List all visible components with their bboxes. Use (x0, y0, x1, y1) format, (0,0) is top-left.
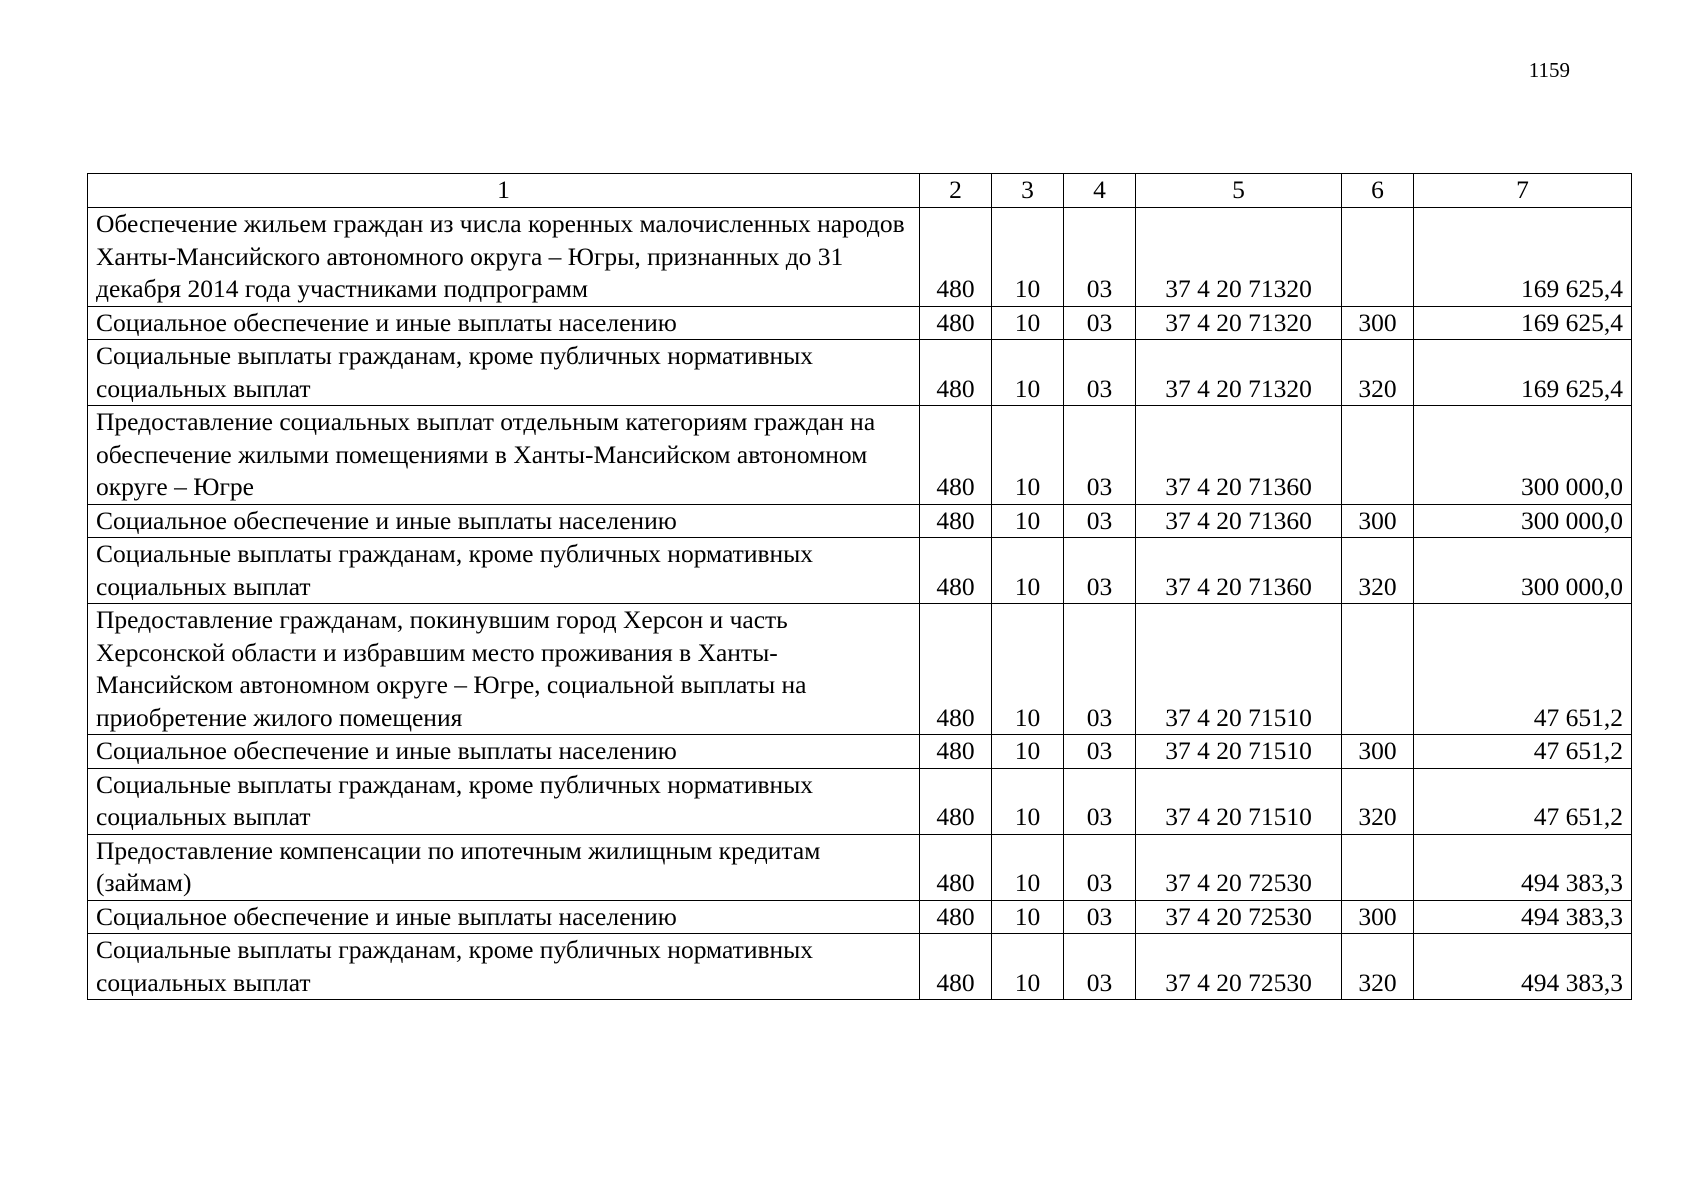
amount: 47 651,2 (1414, 735, 1632, 769)
expense-type-code (1342, 406, 1414, 505)
expense-type-code: 300 (1342, 900, 1414, 934)
admin-code: 480 (920, 504, 992, 538)
column-header-2: 2 (920, 174, 992, 208)
target-article-code: 37 4 20 72530 (1136, 900, 1342, 934)
table-row (88, 306, 1632, 340)
table-row (88, 834, 1632, 900)
section-code: 10 (992, 900, 1064, 934)
admin-code: 480 (920, 406, 992, 505)
subsection-code: 03 (1064, 735, 1136, 769)
page-number: 1159 (1528, 58, 1570, 82)
row-name: Социальные выплаты гражданам, кроме публичных нормативных социальных выплат (88, 934, 920, 1000)
target-article-code: 37 4 20 71320 (1136, 306, 1342, 340)
table-header-row (88, 174, 1632, 208)
row-name: Социальное обеспечение и иные выплаты населению (88, 306, 920, 340)
subsection-code: 03 (1064, 934, 1136, 1000)
amount: 494 383,3 (1414, 900, 1632, 934)
row-name: Социальное обеспечение и иные выплаты населению (88, 504, 920, 538)
expense-type-code: 300 (1342, 306, 1414, 340)
target-article-code: 37 4 20 71510 (1136, 735, 1342, 769)
subsection-code: 03 (1064, 208, 1136, 307)
row-name: Социальные выплаты гражданам, кроме публичных нормативных социальных выплат (88, 340, 920, 406)
table-row (88, 768, 1632, 834)
amount: 494 383,3 (1414, 834, 1632, 900)
expense-type-code (1342, 208, 1414, 307)
column-header-7: 7 (1414, 174, 1632, 208)
section-code: 10 (992, 768, 1064, 834)
admin-code: 480 (920, 306, 992, 340)
section-code: 10 (992, 406, 1064, 505)
expense-type-code: 320 (1342, 768, 1414, 834)
section-code: 10 (992, 934, 1064, 1000)
amount: 47 651,2 (1414, 604, 1632, 735)
expense-type-code: 320 (1342, 934, 1414, 1000)
column-header-4: 4 (1064, 174, 1136, 208)
row-name: Предоставление гражданам, покинувшим город Херсон и часть Херсонской области и избравшим место проживания в Ханты-Мансийском автономном округе – Югре, социальной выплаты на приобретение жилого помещения (88, 604, 920, 735)
target-article-code: 37 4 20 72530 (1136, 834, 1342, 900)
subsection-code: 03 (1064, 406, 1136, 505)
target-article-code: 37 4 20 71360 (1136, 538, 1342, 604)
amount: 300 000,0 (1414, 504, 1632, 538)
admin-code: 480 (920, 340, 992, 406)
expense-type-code (1342, 604, 1414, 735)
expense-type-code: 300 (1342, 504, 1414, 538)
column-header-6: 6 (1342, 174, 1414, 208)
table-row (88, 934, 1632, 1000)
target-article-code: 37 4 20 71320 (1136, 340, 1342, 406)
table-row (88, 900, 1632, 934)
amount: 494 383,3 (1414, 934, 1632, 1000)
admin-code: 480 (920, 604, 992, 735)
table-row (88, 340, 1632, 406)
admin-code: 480 (920, 900, 992, 934)
admin-code: 480 (920, 768, 992, 834)
subsection-code: 03 (1064, 768, 1136, 834)
subsection-code: 03 (1064, 504, 1136, 538)
row-name: Обеспечение жильем граждан из числа коренных малочисленных народов Ханты-Мансийского автономного округа – Югры, признанных до 31 декабря 2014 года участниками подпрограмм (88, 208, 920, 307)
section-code: 10 (992, 735, 1064, 769)
expense-type-code: 300 (1342, 735, 1414, 769)
table-row (88, 538, 1632, 604)
expense-type-code: 320 (1342, 538, 1414, 604)
table-row (88, 208, 1632, 307)
subsection-code: 03 (1064, 900, 1136, 934)
table-row (88, 504, 1632, 538)
section-code: 10 (992, 504, 1064, 538)
target-article-code: 37 4 20 71360 (1136, 504, 1342, 538)
row-name: Социальное обеспечение и иные выплаты населению (88, 900, 920, 934)
amount: 169 625,4 (1414, 306, 1632, 340)
admin-code: 480 (920, 834, 992, 900)
admin-code: 480 (920, 208, 992, 307)
subsection-code: 03 (1064, 604, 1136, 735)
admin-code: 480 (920, 735, 992, 769)
column-header-5: 5 (1136, 174, 1342, 208)
amount: 169 625,4 (1414, 340, 1632, 406)
subsection-code: 03 (1064, 306, 1136, 340)
admin-code: 480 (920, 934, 992, 1000)
target-article-code: 37 4 20 71510 (1136, 604, 1342, 735)
table-row (88, 604, 1632, 735)
section-code: 10 (992, 306, 1064, 340)
table-row (88, 735, 1632, 769)
amount: 300 000,0 (1414, 406, 1632, 505)
subsection-code: 03 (1064, 340, 1136, 406)
section-code: 10 (992, 208, 1064, 307)
table-row (88, 406, 1632, 505)
column-header-1: 1 (88, 174, 920, 208)
amount: 169 625,4 (1414, 208, 1632, 307)
expense-type-code: 320 (1342, 340, 1414, 406)
expense-type-code (1342, 834, 1414, 900)
subsection-code: 03 (1064, 538, 1136, 604)
section-code: 10 (992, 604, 1064, 735)
target-article-code: 37 4 20 71320 (1136, 208, 1342, 307)
amount: 300 000,0 (1414, 538, 1632, 604)
row-name: Социальные выплаты гражданам, кроме публичных нормативных социальных выплат (88, 538, 920, 604)
row-name: Предоставление компенсации по ипотечным жилищным кредитам (займам) (88, 834, 920, 900)
subsection-code: 03 (1064, 834, 1136, 900)
admin-code: 480 (920, 538, 992, 604)
row-name: Предоставление социальных выплат отдельным категориям граждан на обеспечение жилыми помещениями в Ханты-Мансийском автономном округе – Югре (88, 406, 920, 505)
amount: 47 651,2 (1414, 768, 1632, 834)
column-header-3: 3 (992, 174, 1064, 208)
row-name: Социальные выплаты гражданам, кроме публичных нормативных социальных выплат (88, 768, 920, 834)
target-article-code: 37 4 20 72530 (1136, 934, 1342, 1000)
section-code: 10 (992, 340, 1064, 406)
section-code: 10 (992, 834, 1064, 900)
target-article-code: 37 4 20 71510 (1136, 768, 1342, 834)
budget-table (87, 173, 1632, 1000)
target-article-code: 37 4 20 71360 (1136, 406, 1342, 505)
section-code: 10 (992, 538, 1064, 604)
row-name: Социальное обеспечение и иные выплаты населению (88, 735, 920, 769)
